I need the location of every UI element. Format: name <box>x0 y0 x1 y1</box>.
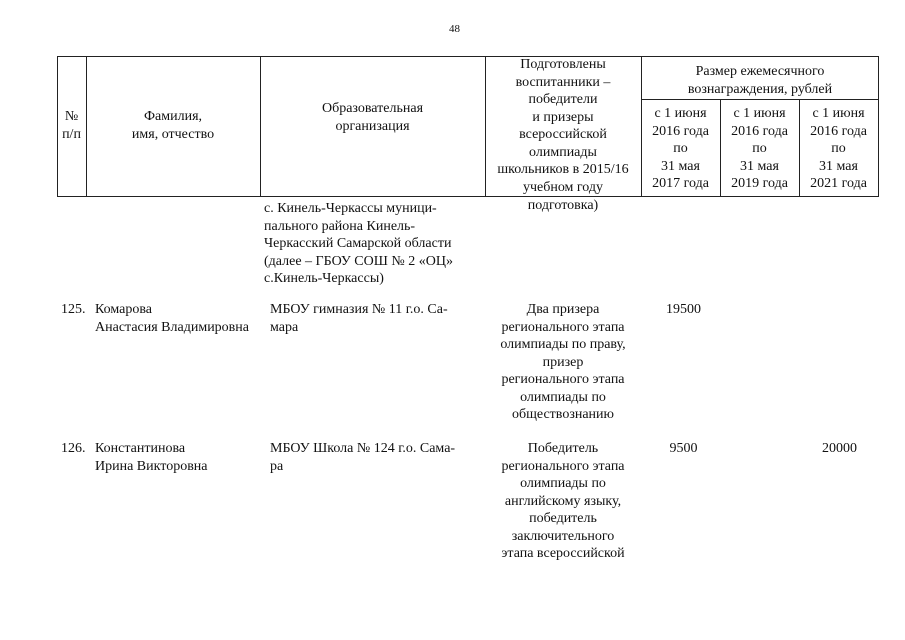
header-col-reward: Размер ежемесячного вознаграждения, рублей <box>687 64 833 97</box>
header-col-name: Фамилия, имя, отчество <box>131 109 215 142</box>
row-126-number: 126. <box>61 441 86 456</box>
table-header <box>57 56 879 197</box>
header-col-organization: Образовательная организация <box>321 101 424 134</box>
row-126-name: Константинова Ирина Викторовна <box>95 441 208 474</box>
continuation-organization: с. Кинель-Черкассы муници- пального района Кинель- Черкасский Самарской области (далее – ГБОУ СОШ № 2 «ОЦ» с.Кинель-Черкассы) <box>264 201 453 286</box>
row-125-achievement: Два призера регионального этапа олимпиады по праву, призер регионального этапа олимпиады по обществознанию <box>500 302 626 422</box>
row-126-achievement: Победитель регионального этапа олимпиады по английскому языку, победитель заключительного этапа всероссийской <box>501 441 625 561</box>
row-126-reward-2017: 9500 <box>669 441 698 456</box>
row-125-reward-2017: 19500 <box>666 302 701 317</box>
page-number: 48 <box>449 23 460 35</box>
header-period-2021: с 1 июня 2016 года по 31 мая 2021 года <box>810 106 867 191</box>
row-125-name: Комарова Анастасия Владимировна <box>95 302 249 335</box>
header-period-2019: с 1 июня 2016 года по 31 мая 2019 года <box>731 106 788 191</box>
row-125-number: 125. <box>61 302 86 317</box>
header-col-achievement: Подготовлены воспитанники – победители и призеры всероссийской олимпиады школьников в 2015/16 учебном году <box>497 57 629 195</box>
header-period-2017: с 1 июня 2016 года по 31 мая 2017 года <box>652 106 709 191</box>
row-125-organization: МБОУ гимназия № 11 г.о. Са- мара <box>270 302 448 335</box>
reward-subheader-border <box>641 99 879 100</box>
row-126-reward-2021: 20000 <box>822 441 857 456</box>
header-top-border <box>57 56 879 57</box>
header-bottom-border <box>57 196 879 197</box>
continuation-achievement: подготовка) <box>527 198 599 213</box>
header-col-number: № п/п <box>62 109 81 142</box>
row-126-organization: МБОУ Школа № 124 г.о. Сама- ра <box>270 441 456 474</box>
